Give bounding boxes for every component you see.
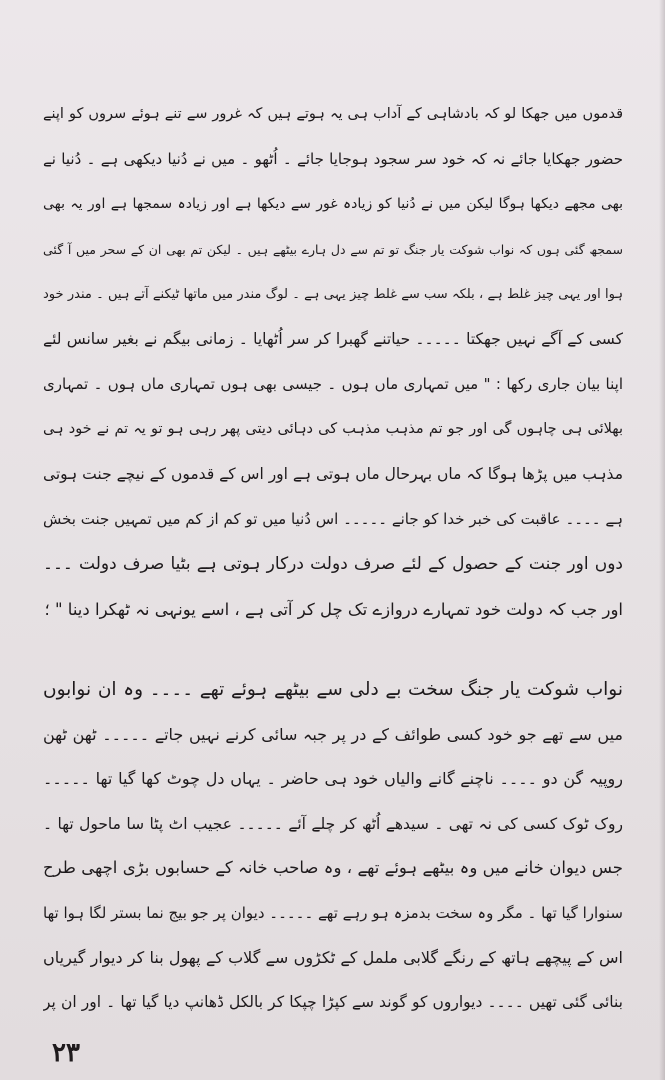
text-line: بنائی گئی تھیں ۔۔۔۔ دیواروں کو گوند سے کپڑا چپکا کر بالکل ڈھانپ دیا گیا تھا ۔ اور ان پر <box>43 993 623 1012</box>
text-line: سنوارا گیا تھا ۔ مگر وہ سخت بدمزہ ہو رہے تھے ۔۔۔۔۔ دیوان پر جو بیج نما بستر لگا ہوا تھا <box>43 903 623 922</box>
text-line: روک ٹوک کسی کی نہ تھی ۔ سیدھے اُٹھ کر چلے آئے ۔۔۔۔۔ عجیب اٹ پٹا سا ماحول تھا ۔ <box>43 814 623 833</box>
text-line: اس کے پیچھے ہاتھ کے رنگے گلابی ململ کے ٹکڑوں سے گلاب کے پھول بنا کر دیوار گیریاں <box>43 947 623 967</box>
page-number: ۲۳ <box>52 1038 80 1068</box>
text-line: بھی مجھے دیکھا ہوگا لیکن میں نے دُنیا کو زیادہ غور سے دیکھا ہے اور زیادہ سمجھا ہے اور یہ بھی <box>43 196 623 212</box>
text-line: اور جب کہ دولت خود تمہارے دروازے تک چل کر آتی ہے ، اسے یونہی نہ ٹھکرا دینا " ؛ <box>44 600 623 619</box>
page-edge-shadow <box>659 0 665 1080</box>
text-line: سمجھ گئی ہوں کہ نواب شوکت یار جنگ تو تم سے دل ہارے بیٹھے ہیں ۔ لیکن تم بھی ان کے سحر میں آ گئی <box>43 242 623 257</box>
text-line: روپیہ گن دو ۔۔۔۔ ناچنے گانے والیاں خود ہی حاضر ۔ یہاں دل چوٹ کھا گیا تھا ۔۔۔۔۔ <box>43 769 623 789</box>
text-line: نواب شوکت یار جنگ سخت بے دلی سے بیٹھے ہوئے تھے ۔۔۔۔ وہ ان نوابوں <box>43 679 623 700</box>
paragraph-2 <box>43 668 623 1025</box>
text-line: بھلائی ہی چاہوں گی اور جو تم مذہب مذہب کی دہائی دیتی پھر رہی ہو تو یہ تم نے خود ہی <box>43 421 623 437</box>
paragraph-1 <box>43 92 623 632</box>
text-line: قدموں میں جھکا لو کہ بادشاہی کے آداب ہی یہ ہوتے ہیں کہ غرور سے تنے ہوئے سروں کو اپنے <box>43 106 623 122</box>
text-line: ہے ۔۔۔۔ عاقبت کی خبر خدا کو جانے ۔۔۔۔۔ اس دُنیا میں تو کم از کم میں تمہیں جنت بخش <box>43 510 623 528</box>
text-line: اپنا بیان جاری رکھا : " میں تمہاری ماں ہوں ۔ جیسی بھی ہوں تمہاری ماں ہوں ۔ تمہاری <box>43 375 623 393</box>
text-line: کسی کے آگے نہیں جھکتا ۔۔۔۔۔ حیاتنے گھبرا کر سر اُٹھایا ۔ زمانی بیگم نے بغیر سانس لئے <box>43 330 623 348</box>
text-line: مذہب میں پڑھا ہوگا کہ ماں بہرحال ماں ہوتی ہے اور اس کے قدموں کے نیچے جنت ہوتی <box>43 465 623 483</box>
text-line: دوں اور جنت کے حصول کے لئے صرف دولت درکار ہوتی ہے بٹیا صرف دولت ۔۔۔ <box>43 554 623 574</box>
text-line: حضور جھکایا جائے نہ کہ خود سر سجود ہوجایا جائے ۔ اُٹھو ۔ میں نے دُنیا دیکھی ہے ۔ دُنیا نے <box>43 150 623 168</box>
text-line: میں سے تھے جو خود کسی طوائف کے در پر جبہ سائی کرنے نہیں جاتے ۔۔۔۔۔ ٹھن ٹھن <box>43 724 623 744</box>
text-line: ہوا اور یہی چیز غلط ہے ، بلکہ سب سے غلط چیز یہی ہے ۔ لوگ مندر میں ماتھا ٹیکنے آتے ہیں ۔ مندر خود <box>43 287 623 302</box>
text-line: جس دیوان خانے میں وہ بیٹھے ہوئے تھے ، وہ صاحب خانہ کے حسابوں بڑی اچھی طرح <box>43 858 623 878</box>
